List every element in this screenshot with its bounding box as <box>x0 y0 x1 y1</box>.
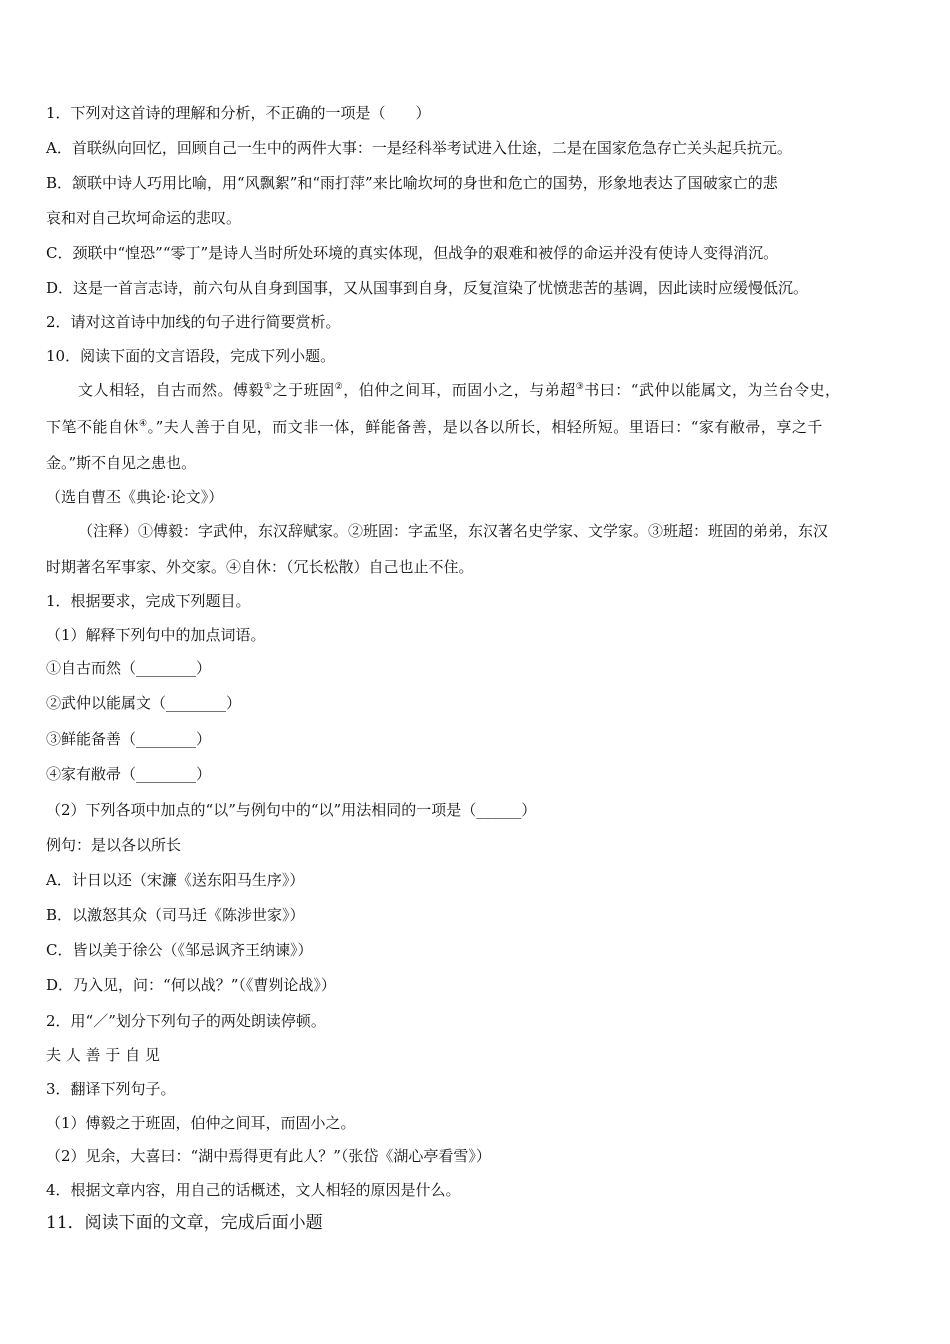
choice-a: A．计日以还（宋濂《送东阳马生序》） <box>46 871 305 889</box>
passage-line-3: 金。”斯不自见之患也。 <box>46 454 197 472</box>
word-item-4: ④家有敝帚（________） <box>46 765 212 783</box>
section-11-title: 11．阅读下面的文章，完成后面小题 <box>46 1213 323 1233</box>
choice-d: D．乃入见，问：“何以战？”（《曹刿论战》） <box>46 976 336 994</box>
passage-text: 文人相轻，自古而然。傅毅 <box>78 381 265 399</box>
option-c: C．颈联中“惶恐”“零丁”是诗人当时所处环境的真实体现，但战争的艰难和被俘的命运并没有使诗人变得消沉。 <box>46 244 779 262</box>
sub-question-1-part-2: （2）下列各项中加点的“以”与例句中的“以”用法相同的一项是（______） <box>46 801 537 819</box>
passage-text: 之于班固 <box>272 381 335 399</box>
passage-source: （选自曹丕《典论·论文》） <box>46 488 224 506</box>
word-item-2: ②武仲以能属文（________） <box>46 694 242 712</box>
option-d: D．这是一首言志诗，前六句从自身到国事，又从国事到自身，反复渲染了忧愤悲苦的基调，因此读时应缓慢低沉。 <box>46 279 809 297</box>
passage-text: 。”夫人善于自见，而文非一体，鲜能备善，是以各以所长，相轻所短。里语曰：“家有敝帚，享之千 <box>147 418 823 436</box>
passage-text: ，伯仲之间耳，而固小之，与弟超 <box>343 381 576 399</box>
sub-question-1: 1．根据要求，完成下列题目。 <box>46 592 251 610</box>
footnote-mark-3: ③ <box>575 382 585 392</box>
example-sentence: 例句：是以各以所长 <box>46 836 182 854</box>
footnote-mark-4: ④ <box>139 419 148 429</box>
choice-b: B．以激怒其众（司马迁《陈涉世家》） <box>46 906 305 924</box>
translate-item-2: （2）见余，大喜曰：“湖中焉得更有此人？”（张岱《湖心亭看雪》） <box>46 1147 491 1165</box>
passage-text: 书曰：“武仲以能属文，为兰台令史， <box>584 381 841 399</box>
sub-question-2: 2．用“／”划分下列句子的两处朗读停顿。 <box>46 1012 326 1030</box>
option-b-line2: 哀和对自己坎坷命运的悲叹。 <box>46 209 242 227</box>
sub-question-4: 4．根据文章内容，用自己的话概述，文人相轻的原因是什么。 <box>46 1181 461 1199</box>
option-a: A．首联纵向回忆，回顾自己一生中的两件大事：一是经科举考试进入仕途，二是在国家危急存亡关头起兵抗元。 <box>46 139 792 157</box>
sub-question-3: 3．翻译下列句子。 <box>46 1080 176 1098</box>
translate-item-1: （1）傅毅之于班固，伯仲之间耳，而固小之。 <box>46 1114 356 1132</box>
sub-question-1-part-1: （1）解释下列句中的加点词语。 <box>46 626 266 644</box>
pause-sentence: 夫 人 善 于 自 见 <box>46 1046 160 1064</box>
passage-text: 下笔不能自休 <box>46 418 140 436</box>
word-item-3: ③鲜能备善（________） <box>46 730 212 748</box>
choice-c: C．皆以美于徐公（《邹忌讽齐王纳谏》） <box>46 941 313 959</box>
question-2-stem: 2．请对这首诗中加线的句子进行简要赏析。 <box>46 313 341 331</box>
passage-line-2 <box>46 417 916 437</box>
annotation-line-1: （注释）①傅毅：字武仲，东汉辞赋家。②班固：字孟坚，东汉著名史学家、文学家。③班超：班固的弟弟，东汉 <box>78 522 829 540</box>
passage-line-1 <box>78 380 916 400</box>
question-1-stem: 1．下列对这首诗的理解和分析，不正确的一项是（ ） <box>46 104 431 122</box>
word-item-1: ①自古而然（________） <box>46 659 212 677</box>
annotation-line-2: 时期著名军事家、外交家。④自休：（冗长松散）自己也止不住。 <box>46 558 474 576</box>
footnote-mark-1: ① <box>264 382 273 392</box>
option-b-line1: B．颔联中诗人巧用比喻，用“风飘絮”和“雨打萍”来比喻坎坷的身世和危亡的国势，形象地表达了国破家亡的悲 <box>46 174 778 192</box>
footnote-mark-2: ② <box>334 382 344 392</box>
section-10-title: 10．阅读下面的文言语段，完成下列小题。 <box>46 347 336 365</box>
